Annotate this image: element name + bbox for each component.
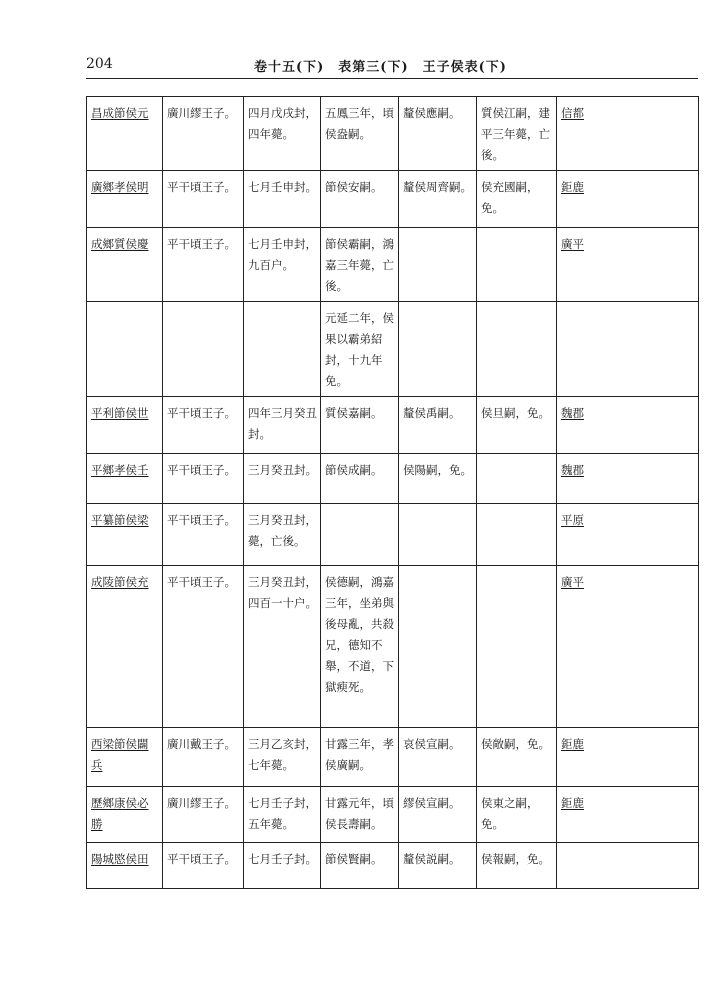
father-cell <box>163 787 244 843</box>
commandery-cell <box>557 454 699 504</box>
cell-text: 廣平 <box>561 237 584 251</box>
table-row <box>87 97 699 171</box>
cell-text: 哀侯宣嗣。 <box>403 737 461 751</box>
cell-text: 釐侯周齊嗣。 <box>403 180 472 194</box>
cell-text: 釐侯應嗣。 <box>403 106 461 120</box>
table-row <box>87 566 699 728</box>
heir3-cell <box>477 566 557 728</box>
heir1-cell <box>321 397 399 454</box>
enfeoff-cell <box>244 228 321 302</box>
cell-text: 釐侯禹嗣。 <box>403 406 461 420</box>
cell-text: 侯報嗣，免。 <box>481 852 550 866</box>
cell-text: 七月壬申封。 <box>248 180 317 194</box>
title-cell <box>87 397 163 454</box>
heir3-cell <box>477 97 557 171</box>
cell-text: 平干頃王子。 <box>167 237 236 251</box>
cell-text: 侯陽嗣，免。 <box>403 463 472 477</box>
heir2-cell <box>399 843 477 889</box>
heir1-cell <box>321 728 399 787</box>
cell-text: 四年三月癸丑封。 <box>248 406 317 441</box>
heir1-cell <box>321 843 399 889</box>
commandery-cell <box>557 787 699 843</box>
enfeoff-cell <box>244 302 321 397</box>
cell-text: 侯旦嗣，免。 <box>481 406 550 420</box>
enfeoff-cell <box>244 97 321 171</box>
cell-text: 四月戊戌封，四年薨。 <box>248 106 317 141</box>
table-row <box>87 454 699 504</box>
enfeoff-cell <box>244 566 321 728</box>
cell-text: 七月壬子封。 <box>248 852 317 866</box>
heir2-cell <box>399 397 477 454</box>
commandery-cell <box>557 504 699 566</box>
cell-text: 三月乙亥封，七年薨。 <box>248 737 317 772</box>
heir2-cell <box>399 171 477 228</box>
commandery-cell <box>557 397 699 454</box>
heir2-cell <box>399 728 477 787</box>
cell-text: 甘露元年，頃侯長壽嗣。 <box>325 796 394 831</box>
title-cell <box>87 843 163 889</box>
heir3-cell <box>477 787 557 843</box>
page-header <box>86 56 698 78</box>
cell-text: 質侯江嗣，建平三年薨，亡後。 <box>481 106 550 162</box>
heir1-cell <box>321 97 399 171</box>
heir3-cell <box>477 397 557 454</box>
heir3-cell <box>477 843 557 889</box>
heir2-cell <box>399 504 477 566</box>
heir3-cell <box>477 302 557 397</box>
enfeoff-cell <box>244 843 321 889</box>
enfeoff-cell <box>244 787 321 843</box>
cell-text: 侯東之嗣，免。 <box>481 796 539 831</box>
genealogy-table <box>86 96 699 889</box>
father-cell <box>163 171 244 228</box>
table-row <box>87 397 699 454</box>
heir1-cell <box>321 228 399 302</box>
cell-text: 歷鄉康侯必勝 <box>91 796 149 831</box>
heir1-cell <box>321 302 399 397</box>
cell-text: 節侯賢嗣。 <box>325 852 383 866</box>
heir1-cell <box>321 787 399 843</box>
title-cell <box>87 97 163 171</box>
cell-text: 釐侯説嗣。 <box>403 852 461 866</box>
table-row <box>87 728 699 787</box>
commandery-cell <box>557 171 699 228</box>
heir1-cell <box>321 504 399 566</box>
cell-text: 平原 <box>561 513 584 527</box>
father-cell <box>163 397 244 454</box>
page-title: 卷十五(下) 表第三(下) 王子侯表(下) <box>254 60 507 75</box>
table-row <box>87 504 699 566</box>
father-cell <box>163 504 244 566</box>
cell-text: 平干頃王子。 <box>167 180 236 194</box>
cell-text: 鉅鹿 <box>561 796 584 810</box>
heir3-cell <box>477 454 557 504</box>
cell-text: 繆侯宣嗣。 <box>403 796 461 810</box>
heir2-cell <box>399 454 477 504</box>
cell-text: 節侯成嗣。 <box>325 463 383 477</box>
cell-text: 侯德嗣，鴻嘉三年，坐弟與後母亂，共殺兄，德知不舉，不道，下獄瘐死。 <box>325 575 394 694</box>
heir2-cell <box>399 787 477 843</box>
cell-text: 五鳳三年，頃侯盎嗣。 <box>325 106 394 141</box>
title-cell <box>87 728 163 787</box>
commandery-cell <box>557 843 699 889</box>
father-cell <box>163 566 244 728</box>
cell-text: 節侯安嗣。 <box>325 180 383 194</box>
heir3-cell <box>477 728 557 787</box>
cell-text: 甘露三年，孝侯廣嗣。 <box>325 737 394 772</box>
commandery-cell <box>557 566 699 728</box>
table-row <box>87 228 699 302</box>
table-row <box>87 302 699 397</box>
commandery-cell <box>557 97 699 171</box>
father-cell <box>163 843 244 889</box>
father-cell <box>163 454 244 504</box>
cell-text: 鉅鹿 <box>561 180 584 194</box>
enfeoff-cell <box>244 397 321 454</box>
commandery-cell <box>557 728 699 787</box>
cell-text: 侯充國嗣，免。 <box>481 180 539 215</box>
title-cell <box>87 504 163 566</box>
cell-text: 侯敞嗣，免。 <box>481 737 550 751</box>
cell-text: 鉅鹿 <box>561 737 584 751</box>
table-row <box>87 787 699 843</box>
cell-text: 廣鄉孝侯明 <box>91 180 149 194</box>
heir2-cell <box>399 97 477 171</box>
heir3-cell <box>477 504 557 566</box>
enfeoff-cell <box>244 504 321 566</box>
cell-text: 平干頃王子。 <box>167 852 236 866</box>
father-cell <box>163 97 244 171</box>
cell-text: 成鄉質侯慶 <box>91 237 149 251</box>
cell-text: 三月癸丑封。 <box>248 463 317 477</box>
cell-text: 七月壬子封，五年薨。 <box>248 796 317 831</box>
heir3-cell <box>477 228 557 302</box>
cell-text: 魏郡 <box>561 406 584 420</box>
title-cell <box>87 228 163 302</box>
cell-text: 廣川戴王子。 <box>167 737 236 751</box>
cell-text: 平干頃王子。 <box>167 406 236 420</box>
enfeoff-cell <box>244 171 321 228</box>
cell-text: 陽城愍侯田 <box>91 852 149 866</box>
enfeoff-cell <box>244 454 321 504</box>
cell-text: 平鄉孝侯壬 <box>91 463 149 477</box>
cell-text: 廣平 <box>561 575 584 589</box>
cell-text: 西梁節侯闢兵 <box>91 737 149 772</box>
title-cell <box>87 171 163 228</box>
cell-text: 三月癸丑封，四百一十户。 <box>248 575 317 610</box>
cell-text: 七月壬申封，九百户。 <box>248 237 317 272</box>
heir1-cell <box>321 171 399 228</box>
cell-text: 三月癸丑封，薨，亡後。 <box>248 513 317 548</box>
table-row <box>87 171 699 228</box>
cell-text: 平利節侯世 <box>91 406 149 420</box>
cell-text: 平干頃王子。 <box>167 575 236 589</box>
heir2-cell <box>399 302 477 397</box>
page-number: 204 <box>86 56 113 72</box>
table-row <box>87 843 699 889</box>
cell-text: 成陵節侯充 <box>91 575 149 589</box>
cell-text: 廣川繆王子。 <box>167 796 236 810</box>
cell-text: 平纂節侯梁 <box>91 513 149 527</box>
heir1-cell <box>321 454 399 504</box>
cell-text: 平干頃王子。 <box>167 513 236 527</box>
title-cell <box>87 454 163 504</box>
title-cell <box>87 566 163 728</box>
commandery-cell <box>557 302 699 397</box>
heir2-cell <box>399 228 477 302</box>
cell-text: 昌成節侯元 <box>91 106 149 120</box>
cell-text: 廣川繆王子。 <box>167 106 236 120</box>
enfeoff-cell <box>244 728 321 787</box>
heir3-cell <box>477 171 557 228</box>
title-cell <box>87 787 163 843</box>
cell-text: 魏郡 <box>561 463 584 477</box>
father-cell <box>163 228 244 302</box>
title-cell <box>87 302 163 397</box>
header-rule <box>86 78 698 79</box>
cell-text: 信都 <box>561 106 584 120</box>
cell-text: 平干頃王子。 <box>167 463 236 477</box>
heir1-cell <box>321 566 399 728</box>
cell-text: 質侯嘉嗣。 <box>325 406 383 420</box>
cell-text: 節侯霸嗣，鴻嘉三年薨，亡後。 <box>325 237 394 293</box>
commandery-cell <box>557 228 699 302</box>
cell-text: 元延二年，侯果以霸弟紹封，十九年免。 <box>325 311 394 388</box>
father-cell <box>163 728 244 787</box>
father-cell <box>163 302 244 397</box>
heir2-cell <box>399 566 477 728</box>
